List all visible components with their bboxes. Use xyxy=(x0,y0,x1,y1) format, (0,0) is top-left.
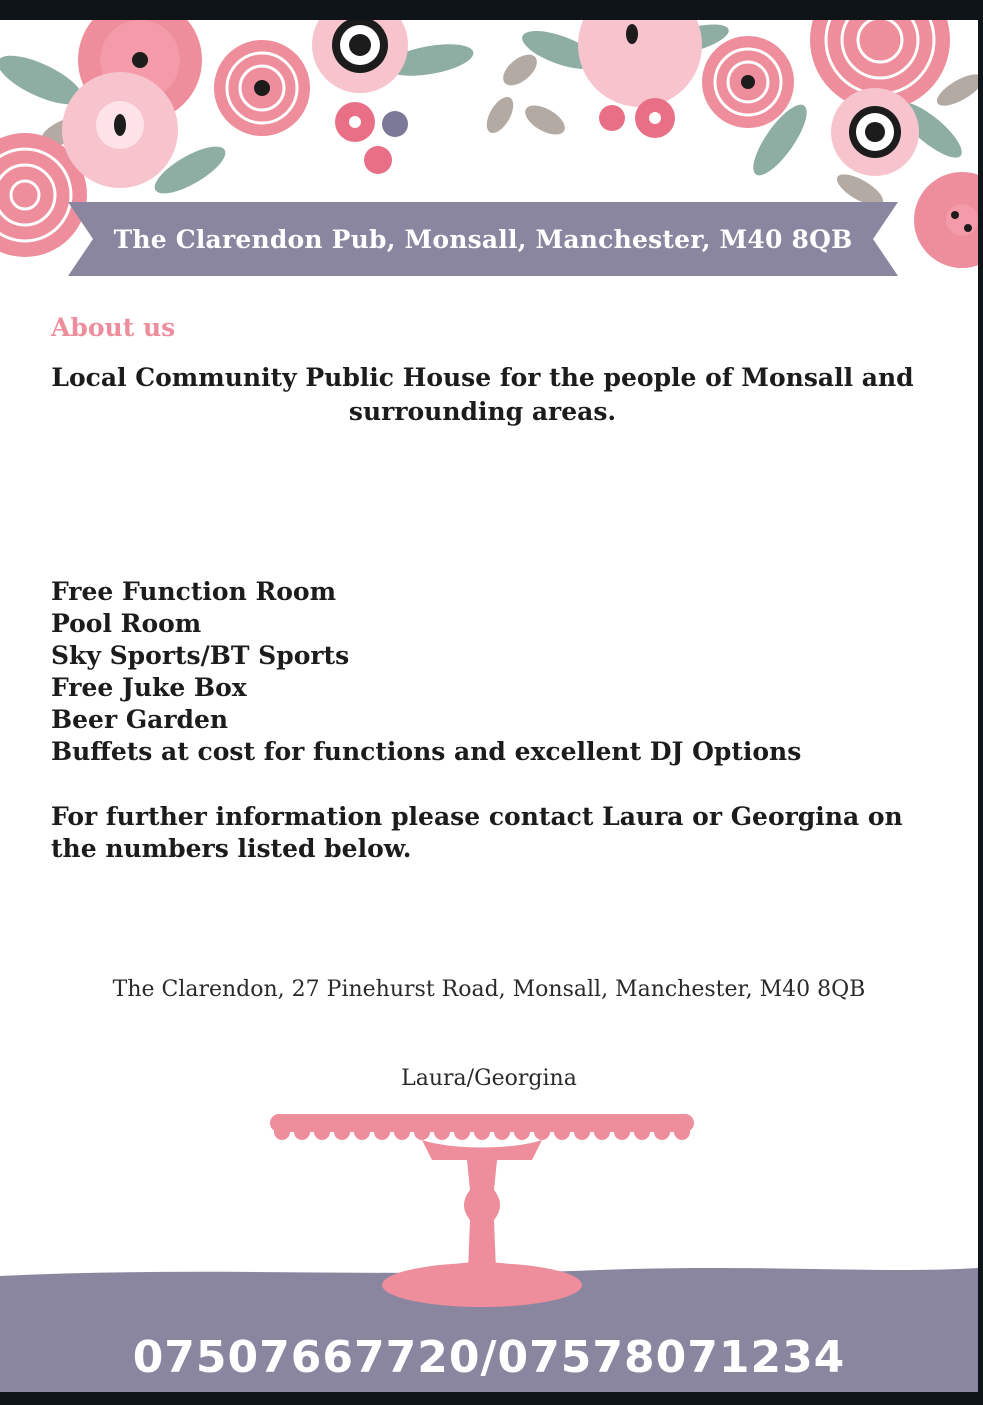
flower-icon xyxy=(831,88,919,176)
address: The Clarendon, 27 Pinehurst Road, Monsall, Manchester, M40 8QB xyxy=(112,977,866,1002)
about-intro: Local Community Public House for the people of Monsall and surrounding areas. xyxy=(51,363,914,426)
flower-icon xyxy=(335,102,375,142)
contact-note: For further information please contact Laura or Georgina on the numbers listed below. xyxy=(51,802,903,863)
flower-icon xyxy=(312,20,408,93)
cake-stand-icon xyxy=(262,1110,702,1310)
list-item: Free Function Room xyxy=(51,577,337,606)
features-list xyxy=(51,576,801,768)
flower-icon xyxy=(62,72,178,188)
list-item: Free Juke Box xyxy=(51,673,247,702)
list-item: Sky Sports/BT Sports xyxy=(51,641,350,670)
banner-title: The Clarendon Pub, Monsall, Manchester, M40 8QB xyxy=(113,224,853,254)
list-item: Buffets at cost for functions and excellent DJ Options xyxy=(51,737,802,766)
contact-names: Laura/Georgina xyxy=(401,1066,577,1091)
list-item: Pool Room xyxy=(51,609,202,638)
flower-icon xyxy=(702,36,794,128)
flower-icon xyxy=(578,20,702,107)
list-item: Beer Garden xyxy=(51,705,229,734)
flower-icon xyxy=(214,40,310,136)
flyer-page xyxy=(0,20,978,1392)
phone-numbers[interactable]: 07507667720/07578071234 xyxy=(132,1332,846,1383)
flower-icon xyxy=(914,172,978,268)
about-heading: About us xyxy=(51,313,176,342)
